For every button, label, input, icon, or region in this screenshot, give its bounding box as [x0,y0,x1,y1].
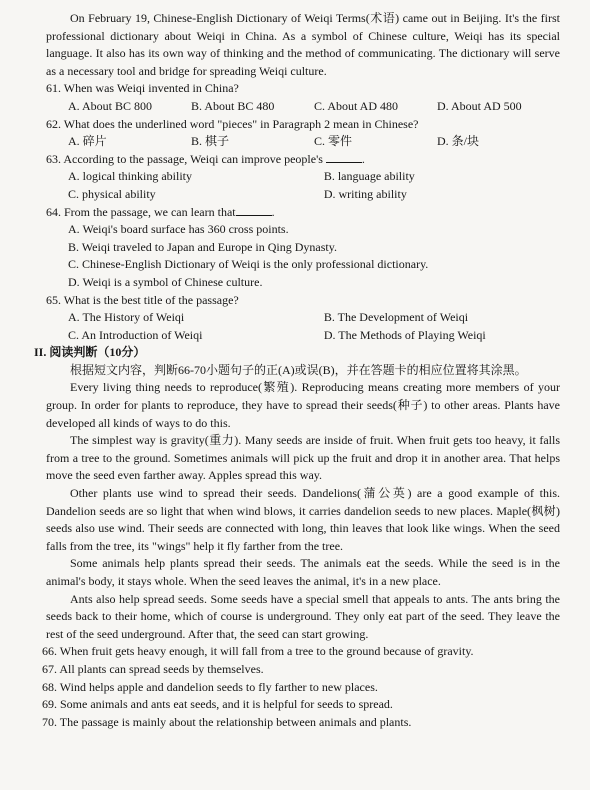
passage-paragraph-5: Ants also help spread seeds. Some seeds have a special smell that appeals to ants. The ants bring the seeds back to their home, which of course is underground. They only eat part of the seed. They leave the rest of the seed underground. After that, the seed can start growing. [46,591,560,641]
question-64-option-c[interactable]: C. Chinese-English Dictionary of Weiqi is the only professional dictionary. [68,257,429,272]
intro-paragraph: On February 19, Chinese-English Dictionary of Weiqi Terms(术语) came out in Beijing. It's the first professional dictionary about Weiqi in China. As a symbol of Chinese culture, Weiqi has its special language. It also has its own way of thinking and the method of communicating. The dictionary will serve as a necessary tool and bridge for spreading Weiqi culture. [46,11,560,78]
question-61-option-a[interactable]: A. About BC 800 [68,98,153,113]
question-61-option-c[interactable]: C. About AD 480 [314,98,399,113]
passage-paragraph-1: Every living thing needs to reproduce(繁殖). Reproducing means creating more members of your group. In order for plants to reproduce, they have to spread their seeds(种子) to other areas. Plants have developed all kinds of ways to do this. [46,380,560,430]
question-65-option-b[interactable]: B. The Development of Weiqi [323,310,469,325]
question-64-option-a[interactable]: A. Weiqi's board surface has 360 cross points. [68,222,289,237]
passage-paragraph-4: Some animals help plants spread their seeds. The animals eat the seeds. While the seed is in the animal's body, it stays whole. When the seed leaves the animal, it's in a new place. [46,556,560,588]
question-64-stem-text: 64. From the passage, we can learn that [46,204,236,219]
statement-67: 67. All plants can spread seeds by themselves. [42,661,264,676]
question-61-stem: 61. When was Weiqi invented in China? [46,81,239,96]
question-62-option-c[interactable]: C. 零件 [314,134,353,149]
question-65-options-row-1 [46,309,560,327]
question-62-option-a[interactable]: A. 碎片 [68,134,107,149]
question-64-option-d[interactable]: D. Weiqi is a symbol of Chinese culture. [68,274,263,289]
statement-69: 69. Some animals and ants eat seeds, and it is helpful for seeds to spread. [42,697,393,712]
question-65-option-d[interactable]: D. The Methods of Playing Weiqi [323,327,486,342]
question-63-stem-text: 63. According to the passage, Weiqi can improve people's [46,151,323,166]
answer-blank [326,152,362,163]
question-61-options [46,98,560,116]
question-62-option-b[interactable]: B. 棋子 [191,134,230,149]
question-63-option-c[interactable]: C. physical ability [68,186,156,201]
statement-66: 66. When fruit gets heavy enough, it will fall from a tree to the ground because of gravity. [42,644,474,659]
question-63-option-a[interactable]: A. logical thinking ability [68,169,192,184]
question-63-stem [46,151,560,169]
section-2-instruction: 根据短文内容，判断66-70小题句子的正(A)或误(B)，并在答题卡的相应位置将其涂黑。 [70,362,527,377]
question-63-options-row-2 [46,186,560,204]
question-62-option-d[interactable]: D. 条/块 [437,134,480,149]
question-61-option-b[interactable]: B. About BC 480 [191,98,275,113]
passage-paragraph-2: The simplest way is gravity(重力). Many seeds are inside of fruit. When fruit gets too heavy, it falls from a tree to the ground. Sometimes animals will pick up the fruit and drop it in another area. That helps move the seed even farther away. Apples spread this way. [46,433,560,483]
statement-68: 68. Wind helps apple and dandelion seeds to fly farther to new places. [42,679,378,694]
question-64-stem-end: . [271,204,275,219]
question-63-stem-end: . [361,151,365,166]
question-64-option-b[interactable]: B. Weiqi traveled to Japan and Europe in Qing Dynasty. [68,239,337,254]
section-2-heading: II. 阅读判断（10分） [34,345,146,360]
question-62-stem: 62. What does the underlined word "pieces" in Paragraph 2 mean in Chinese? [46,116,419,131]
answer-blank [236,205,272,216]
question-65-stem: 65. What is the best title of the passage? [46,292,239,307]
question-63-options-row-1 [46,168,560,186]
question-65-options-row-2 [46,327,560,345]
question-65-option-c[interactable]: C. An Introduction of Weiqi [68,327,203,342]
statement-70: 70. The passage is mainly about the relationship between animals and plants. [42,714,412,729]
question-64-stem [46,204,560,222]
question-63-option-b[interactable]: B. language ability [323,169,415,184]
question-61-option-d[interactable]: D. About AD 500 [437,98,522,113]
question-63-option-d[interactable]: D. writing ability [323,186,407,201]
passage-paragraph-3: Other plants use wind to spread their seeds. Dandelions(蒲公英) are a good example of this. Dandelion seeds are so light that when wind blows, it carries dandelion seeds to new places. Maple(枫树) seeds also use wind. Their seeds are connected with long, thin leaves that look like wings. When the seed falls from the tree, its "wings" help it fly farther from the tree. [46,486,560,553]
question-65-option-a[interactable]: A. The History of Weiqi [68,310,185,325]
question-62-options [46,133,560,151]
